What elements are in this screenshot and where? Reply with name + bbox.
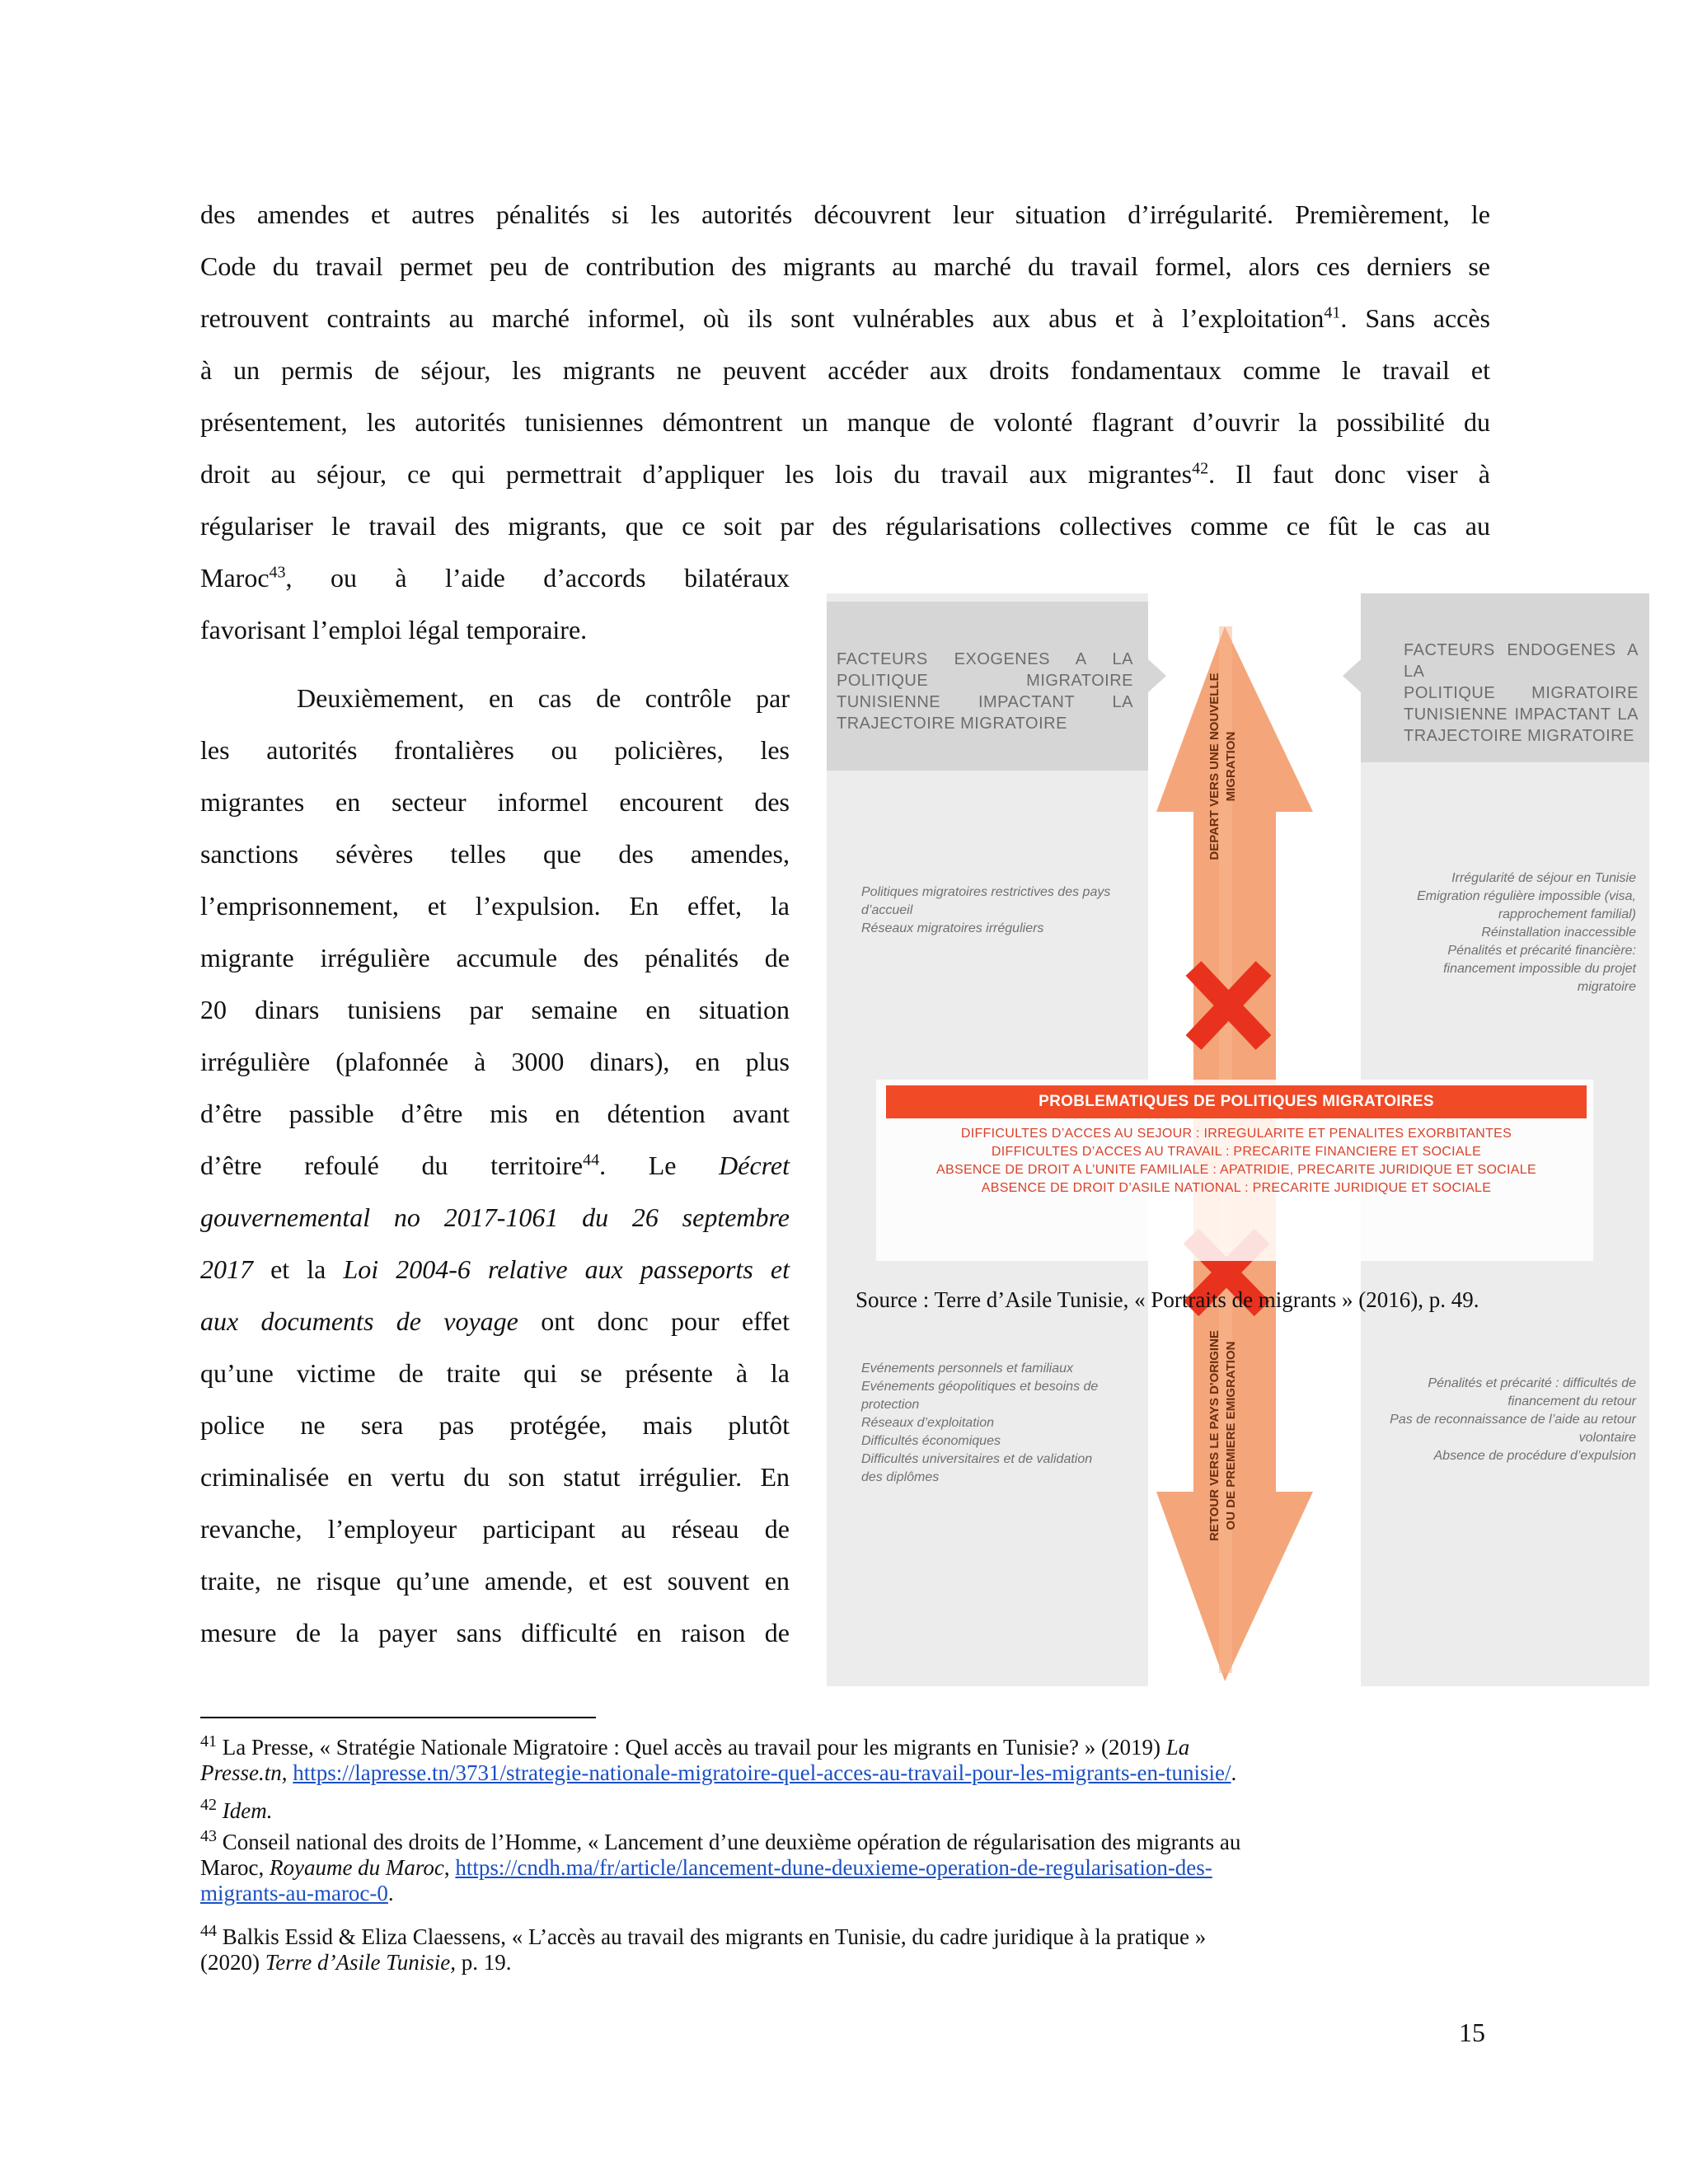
text-line: irrégulière (plafonnée à 3000 dinars), en plus	[200, 1047, 790, 1076]
text-line: à un permis de séjour, les migrants ne peuvent accéder aux droits fondamentaux comme le travail et	[200, 355, 1490, 385]
text-line: police ne sera pas protégée, mais plutôt	[200, 1410, 790, 1440]
footnote-ref-41[interactable]: 41	[1324, 303, 1341, 322]
footnote-separator	[200, 1717, 596, 1718]
footnote-44: $^{44}$ Balkis Essid & Eliza Claessens, « L’accès au travail des migrants en Tunisie, du cadre juridique à la pratique » (2020) Terre d’Asile Tunisie, p. 19.	[200, 1922, 1207, 1975]
page-number: 15	[1459, 2018, 1485, 2047]
text-line: revanche, l’employeur participant au réseau de	[200, 1514, 790, 1544]
footnote-42: $^{42}$ Idem.	[200, 1796, 273, 1823]
text-line: des amendes et autres pénalités si les autorités découvrent leur situation d’irrégularité. Premièrement, le	[200, 199, 1490, 229]
footnote-ref-44[interactable]: 44	[583, 1151, 600, 1169]
upper-right-notes: Irrégularité de séjour en Tunisie Emigration régulière impossible (visa, rapprochement familial) Réinstallation inaccessible Pénalités et précarité financière: financement impossible du projet migratoire	[1417, 871, 1636, 994]
text-line: régulariser le travail des migrants, que ce soit par des régularisations collectives comme ce fût le cas au	[200, 511, 1490, 541]
footnote-ref-43[interactable]: 43	[269, 563, 286, 582]
body-paragraph-column	[200, 552, 790, 1659]
text-line: migrante irrégulière accumule des pénalités de	[200, 943, 790, 972]
text-line: droit au séjour, ce qui permettrait d’appliquer les lois du travail aux migrantes$^{42}$. Il faut donc viser à	[200, 459, 1490, 489]
text-line: favorisant l’emploi légal temporaire.	[200, 615, 588, 644]
text-line: Code du travail permet peu de contribution des migrants au marché du travail formel, alors ces derniers se	[200, 251, 1490, 281]
text-line: qu’une victime de traite qui se présente à la	[200, 1358, 790, 1388]
migration-diagram	[827, 593, 1649, 1686]
footnote-41: $^{41}$ La Presse, « Stratégie Nationale Migratoire : Quel accès au travail pour les migrants en Tunisie? » (2019) La Presse.tn, https://lapresse.tn/3731/strategie-nationale-migratoire-quel-acces-au-travail-pour-les-migrants-en-tunisie/.	[200, 1732, 1237, 1785]
text-line: sanctions sévères telles que des amendes,	[200, 839, 790, 869]
text-line: les autorités frontalières ou policières, les	[200, 735, 790, 765]
arrow-down-label: RETOUR VERS LE PAYS D'ORIGINE OU DE PREMIERE EMIGRATION	[1207, 1330, 1238, 1541]
footnote-ref-42[interactable]: 42	[1192, 459, 1209, 478]
text-line: 20 dinars tunisiens par semaine en situation	[200, 995, 790, 1024]
text-line: gouvernemental no 2017-1061 du 26 septembre	[200, 1202, 790, 1232]
footnote-41-link[interactable]: https://lapresse.tn/3731/strategie-nationale-migratoire-quel-acces-au-travail-pour-les-migrants-en-tunisie/	[293, 1760, 1231, 1785]
text-line: Deuxièmement, en cas de contrôle par	[297, 683, 790, 713]
footnote-43-link[interactable]: https://cndh.ma/fr/article/lancement-dune-deuxieme-operation-de-regularisation-des-	[455, 1855, 1212, 1880]
text-line: d’être refoulé du territoire$^{44}$. Le Décret	[200, 1151, 790, 1180]
text-line: l’emprisonnement, et l’expulsion. En effet, la	[200, 891, 790, 921]
arrow-up-label: DEPART VERS UNE NOUVELLE MIGRATION	[1207, 673, 1238, 860]
text-line: retrouvent contraints au marché informel, où ils sont vulnérables aux abus et à l’exploitation$^{41}$. Sans accès	[200, 303, 1491, 333]
figure-caption: Source : Terre d’Asile Tunisie, « Portraits de migrants » (2016), p. 49.	[856, 1287, 1479, 1312]
text-line: traite, ne risque qu’une amende, et est souvent en	[200, 1566, 790, 1596]
lower-left-notes: Evénements personnels et familiaux Evénements géopolitiques et besoins de protection Réseaux d’exploitation Difficultés économiques Difficultés universitaires et de validation des diplômes	[861, 1361, 1099, 1484]
text-line: 2017 et la Loi 2004-6 relative aux passeports et	[200, 1254, 790, 1284]
text-line: mesure de la payer sans difficulté en raison de	[200, 1618, 790, 1647]
problems-banner: PROBLEMATIQUES DE POLITIQUES MIGRATOIRES	[1039, 1093, 1434, 1110]
text-line: aux documents de voyage ont donc pour effet	[200, 1306, 790, 1336]
body-paragraph-top	[200, 189, 1490, 552]
problems-list: DIFFICULTES D’ACCES AU SEJOUR : IRREGULARITE ET PENALITES EXORBITANTES DIFFICULTES D’ACCES AU TRAVAIL : PRECARITE FINANCIERE ET SOCIALE ABSENCE DE DROIT A L’UNITE FAMILIALE : APATRIDIE, PRECARITE JURIDIQUE ET SOCIALE ABSENCE DE DROIT D’ASILE NATIONAL : PRECARITE JURIDIQUE ET SOCIALE	[936, 1127, 1536, 1195]
lower-right-notes: Pénalités et précarité : difficultés de financement du retour Pas de reconnaissance de l’aide au retour volontaire Absence de procédure d’expulsion	[1390, 1376, 1636, 1463]
text-line: présentement, les autorités tunisiennes démontrent un manque de volonté flagrant d’ouvrir la possibilité du	[200, 407, 1490, 437]
text-line: Maroc$^{43}$, ou à l’aide d’accords bilatéraux	[200, 563, 790, 593]
text-line: migrantes en secteur informel encourent des	[200, 787, 790, 817]
text-line: criminalisée en vertu du son statut irrégulier. En	[200, 1462, 790, 1492]
text-line: d’être passible d’être mis en détention avant	[200, 1099, 790, 1128]
footnote-43-link-cont[interactable]: migrants-au-maroc-0	[200, 1881, 388, 1905]
footnote-43: $^{43}$ Conseil national des droits de l’Homme, « Lancement d’une deuxième opération de régularisation des migrants au Maroc, Royaume du Maroc, https://cndh.ma/fr/article/lancement-dune-deuxieme-operation-de-regularisation-des- migrants-au-maroc-0.	[200, 1827, 1241, 1905]
upper-left-notes: Politiques migratoires restrictives des pays d’accueil Réseaux migratoires irréguliers	[861, 885, 1111, 935]
endogenous-factors-box: FACTEURS ENDOGENES A LA POLITIQUE MIGRATOIRE TUNISIENNE IMPACTANT LA TRAJECTOIRE MIGRATOIRE	[1404, 641, 1639, 745]
exogenous-factors-box: FACTEURS EXOGENES A LA POLITIQUE MIGRATOIRE TUNISIENNE IMPACTANT LA TRAJECTOIRE MIGRATOIRE	[837, 650, 1133, 733]
